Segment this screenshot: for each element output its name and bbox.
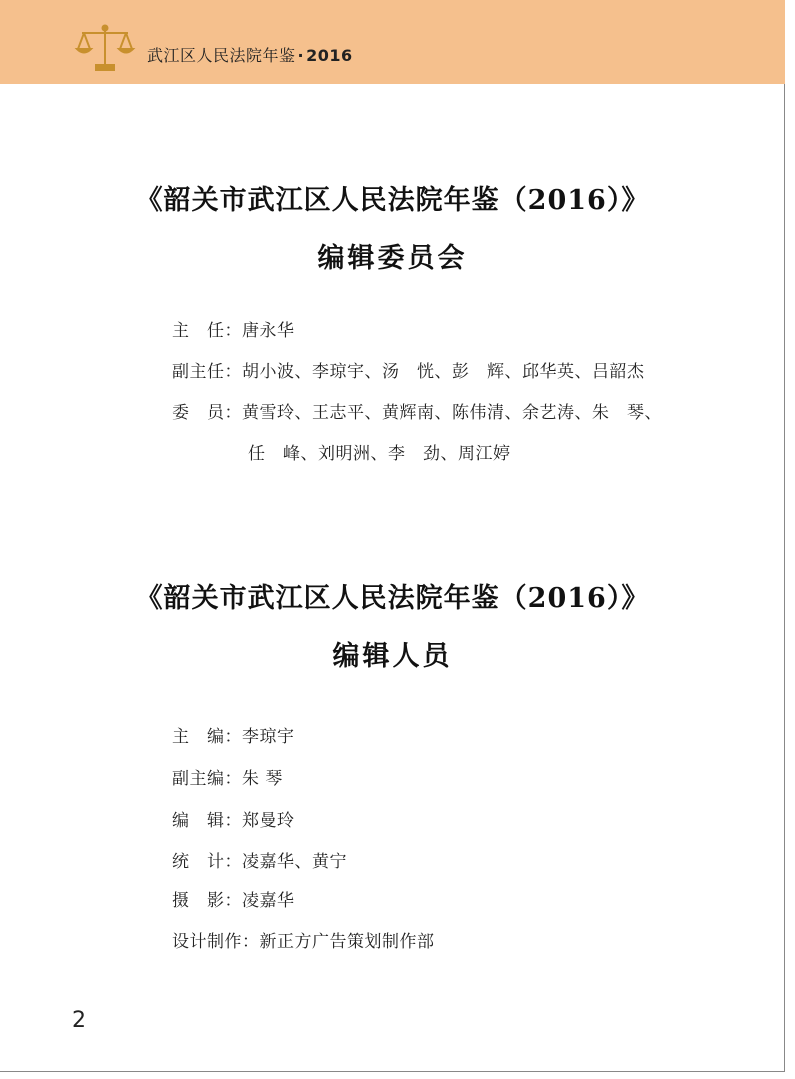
committee-row-director bbox=[172, 316, 295, 341]
row-value: 黄雪玲、王志平、黄辉南、陈伟清、余艺涛、朱 琴、 bbox=[242, 403, 662, 423]
row-label: 副主编： bbox=[172, 769, 242, 789]
row-label: 委 员： bbox=[172, 403, 242, 423]
row-value: 朱 琴 bbox=[242, 769, 283, 789]
row-label: 摄 影： bbox=[172, 891, 242, 911]
staff-row-chief-editor bbox=[172, 722, 295, 747]
row-value: 凌嘉华、黄宁 bbox=[242, 852, 347, 872]
row-value: 李琼宇 bbox=[242, 727, 295, 747]
row-label: 统 计： bbox=[172, 852, 242, 872]
row-value: 凌嘉华 bbox=[242, 891, 295, 911]
header-band bbox=[0, 0, 785, 84]
header-year: 2016 bbox=[306, 46, 353, 65]
row-value: 胡小波、李琼宇、汤 恍、彭 辉、邱华英、吕韶杰 bbox=[242, 362, 645, 382]
staff-title: 《韶关市武江区人民法院年鉴（2016）》 bbox=[135, 583, 650, 614]
row-label: 设计制作： bbox=[172, 932, 260, 952]
header-separator: · bbox=[297, 46, 305, 65]
row-label: 主 任： bbox=[172, 321, 242, 341]
row-label: 主 编： bbox=[172, 727, 242, 747]
row-value: 郑曼玲 bbox=[242, 811, 295, 831]
committee-row-deputy-director bbox=[172, 357, 645, 382]
staff-row-photography bbox=[172, 886, 295, 911]
scales-of-justice-icon bbox=[74, 23, 136, 73]
row-value: 唐永华 bbox=[242, 321, 295, 341]
staff-row-statistics bbox=[172, 847, 347, 872]
committee-row-members-cont bbox=[248, 439, 511, 464]
staff-row-editor bbox=[172, 806, 295, 831]
staff-subtitle: 编辑人员 bbox=[332, 641, 453, 672]
header-title: 武江区人民法院年鉴 bbox=[147, 46, 296, 65]
row-label: 副主任： bbox=[172, 362, 242, 382]
row-value: 新正方广告策划制作部 bbox=[259, 932, 435, 952]
staff-row-deputy-editor bbox=[172, 764, 283, 789]
page-number: 2 bbox=[72, 1008, 86, 1033]
staff-row-design bbox=[172, 927, 435, 952]
header-title-line bbox=[147, 43, 353, 66]
committee-subtitle: 编辑委员会 bbox=[317, 243, 468, 274]
committee-row-members bbox=[172, 398, 662, 423]
row-label: 编 辑： bbox=[172, 811, 242, 831]
committee-title: 《韶关市武江区人民法院年鉴（2016）》 bbox=[135, 185, 650, 216]
row-value: 任 峰、刘明洲、李 劲、周江婷 bbox=[248, 444, 511, 464]
